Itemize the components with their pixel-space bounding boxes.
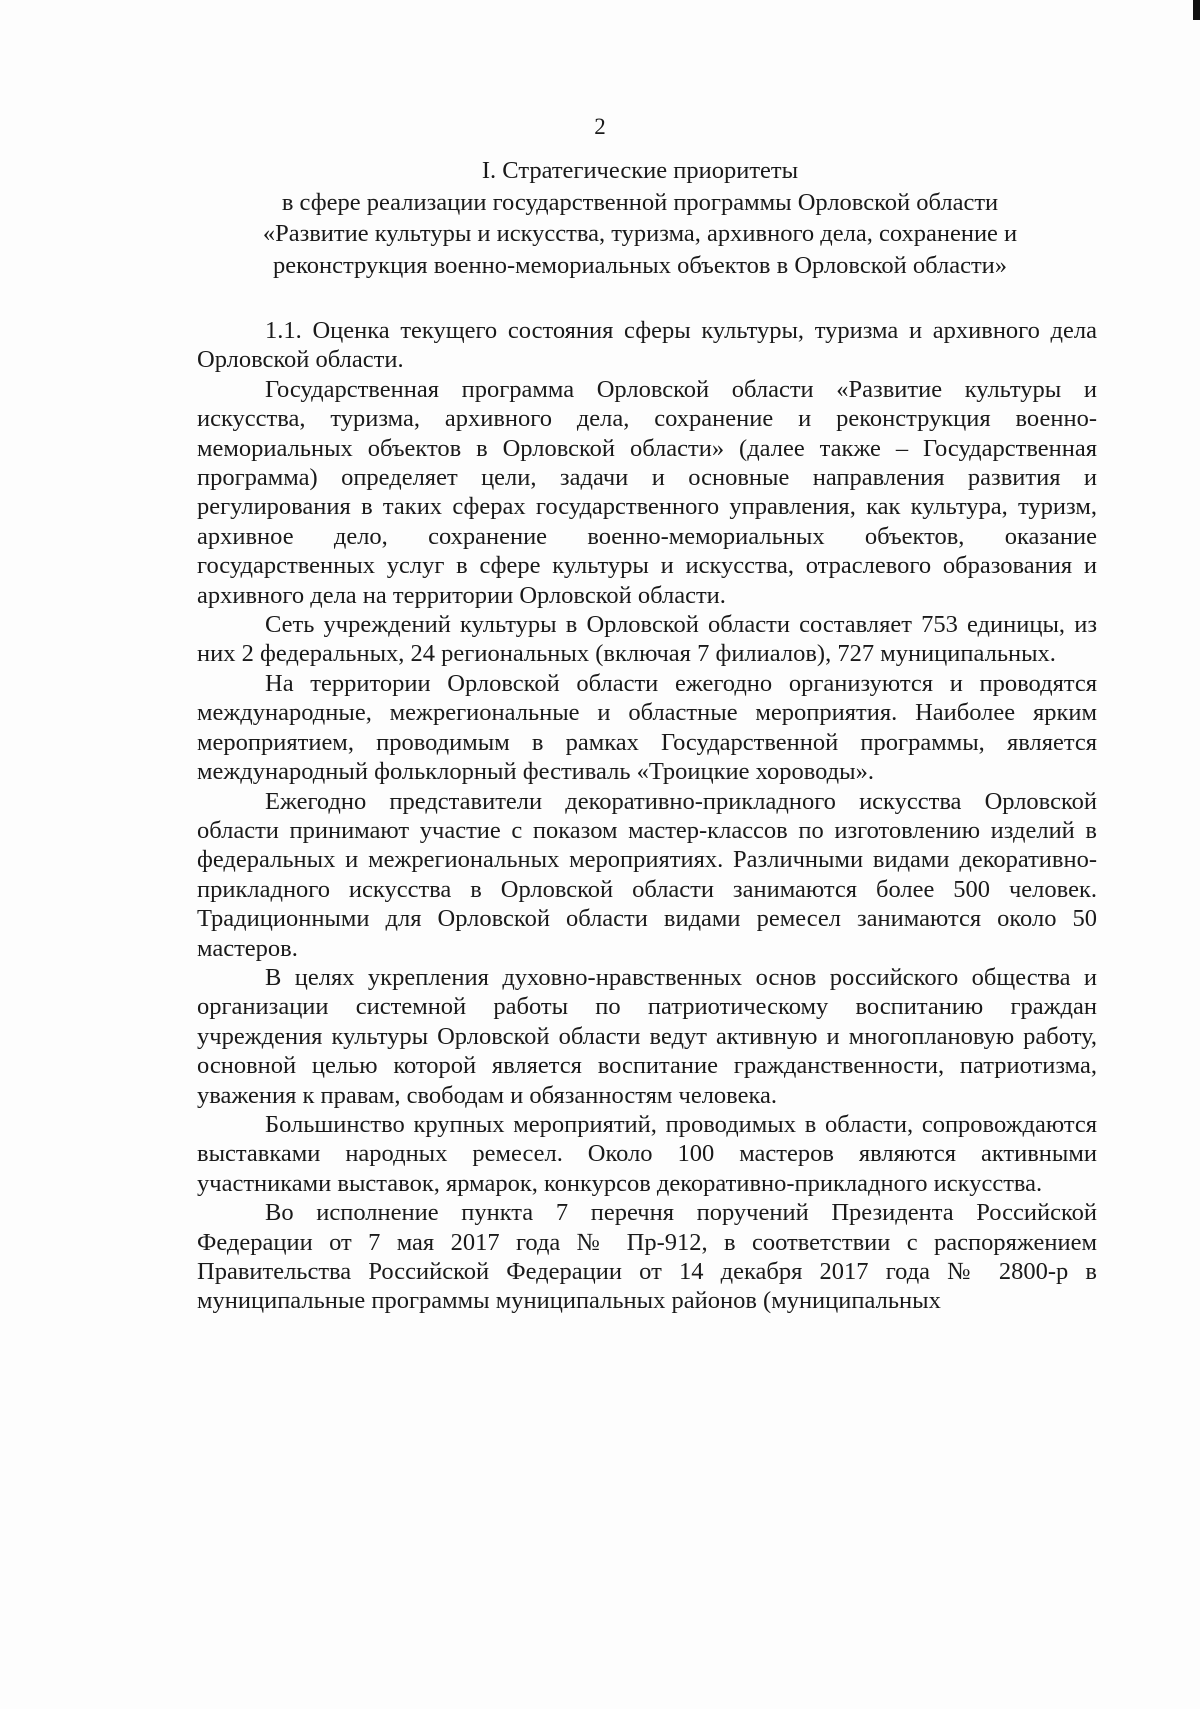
heading-line-3: «Развитие культуры и искусства, туризма, архивного дела, сохранение и <box>262 220 1018 247</box>
paragraph-patriotic-education: В целях укрепления духовно-нравственных основ российского общества и организации системной работы по патриотическому воспитанию граждан учреждения культуры Орловской области ведут активную и многоплановую работу, основной целью которой является воспитание гражданственности, патриотизма, уважения к правам, свободам и обязанностям человека. <box>197 963 1097 1109</box>
page-number: 2 <box>594 114 606 139</box>
section-heading <box>160 155 1120 281</box>
paragraph-presidential-orders: Во исполнение пункта 7 перечня поручений Президента Российской Федерации от 7 мая 2017 года № Пр-912, в соответствии с распоряжением Правительства Российской Федерации от 14 декабря 2017 года № 2800-р в муниципальные программы муниципальных районов (муниципальных <box>197 1199 1097 1315</box>
paragraph-crafts-exhibitions: Большинство крупных мероприятий, проводимых в области, сопровождаются выставками народных ремесел. Около 100 мастеров являются активными участниками выставок, ярмарок, конкурсов декоративно-прикладного искусства. <box>197 1110 1097 1197</box>
heading-line-2: в сфере реализации государственной программы Орловской области <box>281 188 999 216</box>
paragraph-decorative-arts: Ежегодно представители декоративно-прикладного искусства Орловской области принимают участие с показом мастер-классов по изготовлению изделий в федеральных и межрегиональных мероприятиях. Различными видами декоративно-прикладного искусства в Орловской области занимаются более 500 человек. Традиционными для Орловской области видами ремесел занимаются около 50 мастеров. <box>197 787 1097 962</box>
paragraph-subsection-title: 1.1. Оценка текущего состояния сферы культуры, туризма и архивного дела Орловской области. <box>197 317 1097 374</box>
scan-corner-mark <box>1193 0 1200 20</box>
paragraph-program-overview: Государственная программа Орловской области «Развитие культуры и искусства, туризма, архивного дела, сохранение и реконструкция военно-мемориальных объектов в Орловской области» (далее также – Государственная программа) определяет цели, задачи и основные направления развития и регулирования в таких сферах государственного управления, как культура, туризм, архивное дело, сохранение военно-мемориальных объектов, оказание государственных услуг в сфере культуры и искусства, отраслевого образования и архивного дела на территории Орловской области. <box>197 375 1097 609</box>
heading-line-4: реконструкция военно-мемориальных объектов в Орловской области» <box>272 251 1008 279</box>
paragraph-institution-network: Сеть учреждений культуры в Орловской области составляет 753 единицы, из них 2 федеральных, 24 региональных (включая 7 филиалов), 727 муниципальных. <box>197 611 1097 668</box>
document-body <box>197 316 1097 1316</box>
heading-line-1: I. Стратегические приоритеты <box>481 157 799 184</box>
paragraph-events: На территории Орловской области ежегодно организуются и проводятся международные, межрегиональные и областные мероприятия. Наиболее ярким мероприятием, проводимым в рамках Государственной программы, является международный фольклорный фестиваль «Троицкие хороводы». <box>197 669 1097 786</box>
